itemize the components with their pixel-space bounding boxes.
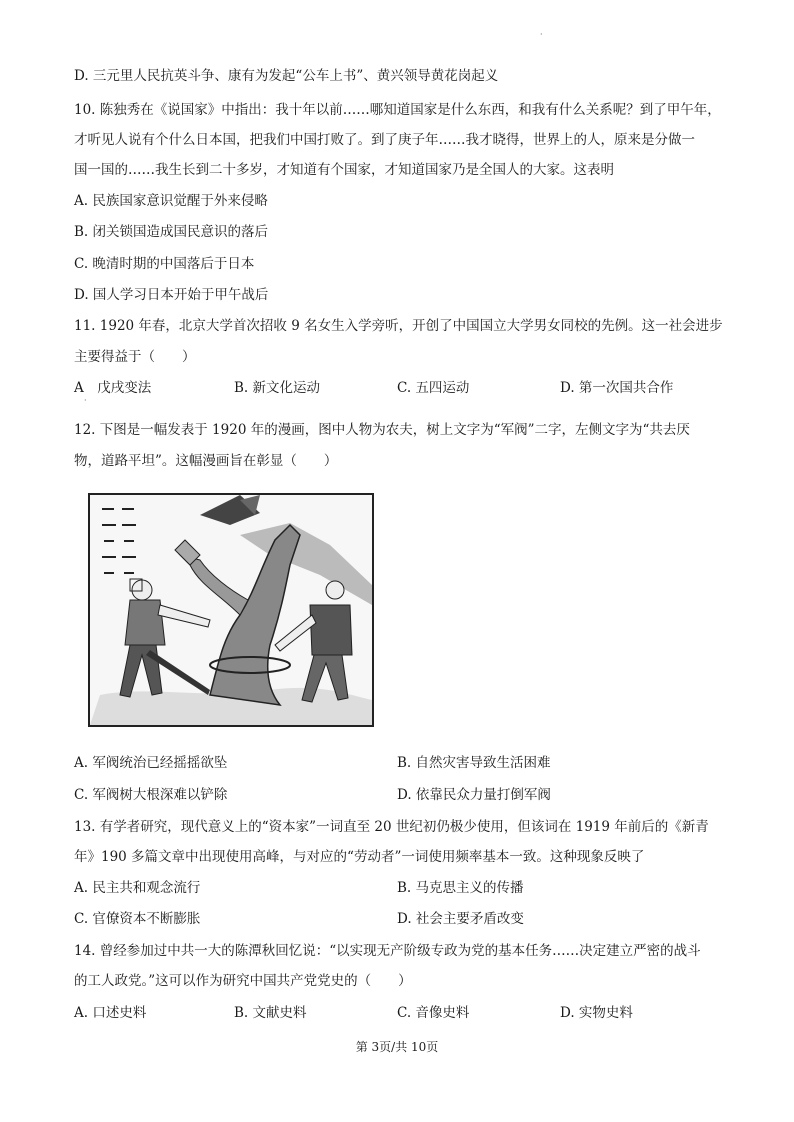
q11-option-d: D. 第一次国共合作 xyxy=(560,380,674,396)
q10-option-a: A. 民族国家意识觉醒于外来侵略 xyxy=(74,193,268,209)
q10-stem-line-2: 才听见人说有个什么日本国，把我们中国打败了。到了庚子年……我才晓得，世界上的人，原来是分做一 xyxy=(74,132,695,148)
q12-option-d: D. 依靠民众力量打倒军阀 xyxy=(397,787,551,803)
q13-stem-line-2: 年》190 多篇文章中出现使用高峰，与对应的“劳动者”一词使用频率基本一致。这种现象反映了 xyxy=(74,849,645,865)
q13-option-a: A. 民主共和观念流行 xyxy=(74,880,201,896)
q11-option-c: C. 五四运动 xyxy=(397,380,470,396)
q11-option-a: A 戊戌变法 xyxy=(74,380,152,396)
top-mark: · xyxy=(540,30,543,39)
q14-option-c: C. 音像史料 xyxy=(397,1005,470,1021)
q10-stem-line-3: 国一国的……我生长到二十多岁，才知道有个国家，才知道国家乃是全国人的大家。这表明 xyxy=(74,162,614,178)
q10-stem-line-1: 10. 陈独秀在《说国家》中指出：我十年以前……哪知道国家是什么东西，和我有什么关系呢？到了甲午年， xyxy=(74,102,721,118)
q11-stem-line-2: 主要得益于（ ） xyxy=(74,349,196,365)
stray-mark: · xyxy=(84,396,87,405)
q14-option-d: D. 实物史料 xyxy=(560,1005,633,1021)
q10-option-d: D. 国人学习日本开始于甲午战后 xyxy=(74,287,269,303)
q10-option-c: C. 晚清时期的中国落后于日本 xyxy=(74,256,255,272)
page-footer: 第 3页/共 10页 xyxy=(355,1040,439,1054)
q13-option-c: C. 官僚资本不断膨胀 xyxy=(74,911,201,927)
cartoon-image xyxy=(88,493,374,727)
q12-stem-line-2: 物，道路平坦”。这幅漫画旨在彰显（ ） xyxy=(74,453,338,469)
q13-stem-line-1: 13. 有学者研究，现代意义上的“资本家”一词直至 20 世纪初仍极少使用，但该词在 1919 年前后的《新青 xyxy=(74,819,709,835)
q12-option-b: B. 自然灾害导致生活困难 xyxy=(397,755,551,771)
q14-option-a: A. 口述史料 xyxy=(74,1005,147,1021)
q12-stem-line-1: 12. 下图是一幅发表于 1920 年的漫画，图中人物为农夫，树上文字为“军阀”二字，左侧文字为“共去厌 xyxy=(74,422,690,438)
q9-option-d: D. 三元里人民抗英斗争、康有为发起“公车上书”、黄兴领导黄花岗起义 xyxy=(74,68,499,84)
q14-stem-line-2: 的工人政党。”这可以作为研究中国共产党党史的（ ） xyxy=(74,973,412,989)
q11-stem-line-1: 11. 1920 年春，北京大学首次招收 9 名女生入学旁听，开创了中国国立大学男女同校的先例。这一社会进步 xyxy=(74,318,723,334)
q14-option-b: B. 文献史料 xyxy=(234,1005,307,1021)
q14-stem-line-1: 14. 曾经参加过中共一大的陈潭秋回忆说：“以实现无产阶级专政为党的基本任务……决定建立严密的战斗 xyxy=(74,943,701,959)
q11-option-b: B. 新文化运动 xyxy=(234,380,321,396)
q13-option-b: B. 马克思主义的传播 xyxy=(397,880,524,896)
q12-option-c: C. 军阀树大根深难以铲除 xyxy=(74,787,228,803)
q10-option-b: B. 闭关锁国造成国民意识的落后 xyxy=(74,224,269,240)
q13-option-d: D. 社会主要矛盾改变 xyxy=(397,911,524,927)
q12-option-a: A. 军阀统治已经摇摇欲坠 xyxy=(74,755,228,771)
